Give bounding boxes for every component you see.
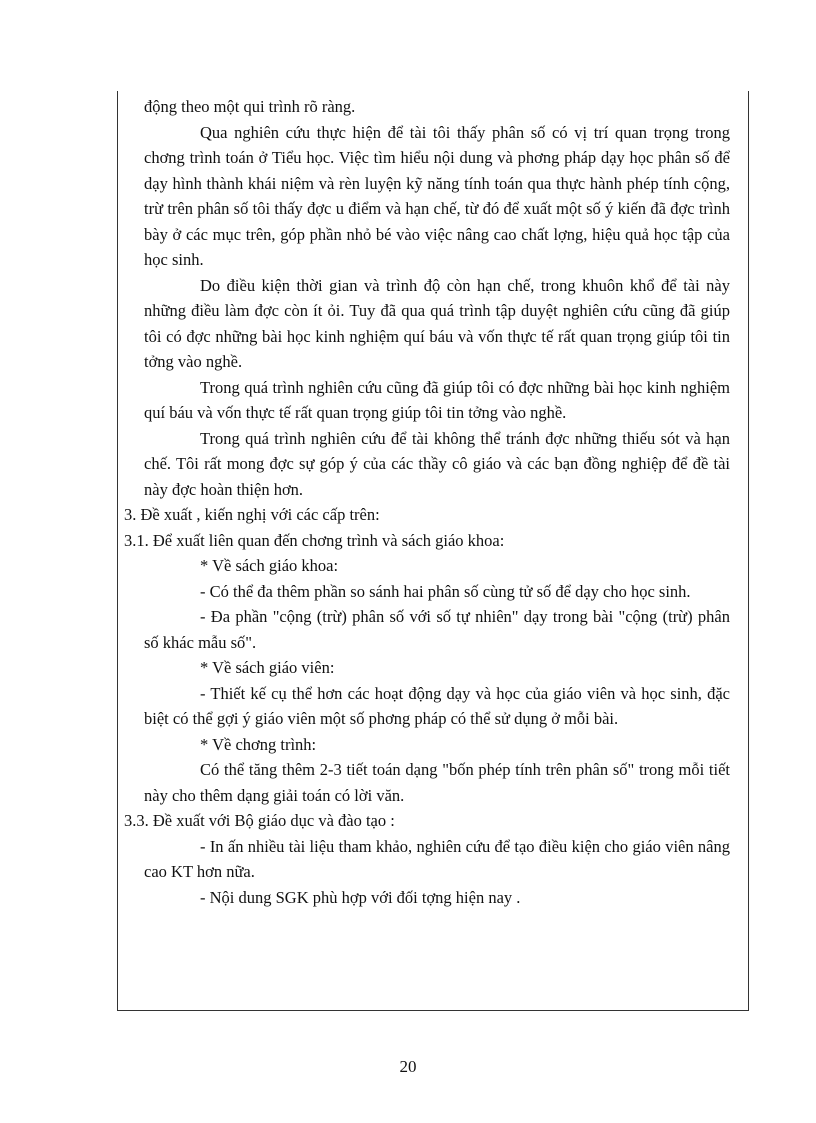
paragraph-limitations: Do điều kiện thời gian và trình độ còn hạn chế, trong khuôn khổ để tài này những điều làm đợc còn ít ỏi. Tuy đã qua quá trình tập duyệt nghiên cứu cũng đã giúp tôi có đợc những bài học kinh nghiệm quí báu và vốn thực tế rất quan trọng giúp tôi tin tởng vào nghề.: [144, 275, 730, 371]
page-number: 20: [399, 1057, 417, 1076]
section-heading-3-1: 3.1. Để xuất liên quan đến chơng trình và sách giáo khoa:: [124, 530, 505, 550]
subheading-textbook: * Về sách giáo khoa:: [200, 556, 339, 575]
subheading-curriculum: * Về chơng trình:: [200, 734, 317, 754]
paragraph-continuation: động theo một qui trình rõ ràng.: [144, 97, 356, 116]
list-item: - Nội dung SGK phù hợp với đối tợng hiện nay .: [200, 887, 521, 907]
list-item: - In ấn nhiều tài liệu tham khảo, nghiên cứu để tạo điều kiện cho giáo viên nâng cao KT hơn nữa.: [144, 836, 730, 881]
list-item: - Đa phần "cộng (trừ) phân số với số tự nhiên" dạy trong bài "cộng (trừ) phân số khác mẫu số".: [144, 607, 730, 652]
paragraph-experience: Trong quá trình nghiên cứu cũng đã giúp tôi có đợc những bài học kinh nghiệm quí báu và vốn thực tế rất quan trọng giúp tôi tin tởng vào nghề.: [144, 377, 730, 422]
list-item: - Có thể đa thêm phần so sánh hai phân số cùng tử số để dạy cho học sinh.: [200, 581, 691, 601]
paragraph-curriculum: Có thể tăng thêm 2-3 tiết toán dạng "bốn phép tính trên phân số" trong mỗi tiết này cho thêm dạng giải toán có lời văn.: [144, 760, 730, 805]
subheading-teacher-book: * Về sách giáo viên:: [200, 658, 335, 677]
section-heading-3: 3. Đề xuất , kiến nghị với các cấp trên:: [124, 505, 380, 524]
paragraph-research-summary: Qua nghiên cứu thực hiện để tài tôi thấy phân số có vị trí quan trọng trong chơng trình toán ở Tiểu học. Việc tìm hiểu nội dung và phơng pháp dạy học phân số để dạy hình thành khái niệm và rèn luyện kỹ năng tính toán qua thực hành phép tính cộng, trừ trên phân số tôi thấy đợc u điểm và hạn chế, từ đó để xuất một số ý kiến đã đợc trình bày ở các mục trên, góp phần nhỏ bé vào việc nâng cao chất lợng, hiệu quả học tập của học sinh.: [144, 122, 730, 269]
list-item: - Thiết kế cụ thể hơn các hoạt động dạy và học của giáo viên và học sinh, đặc biệt có thể gợi ý giáo viên một số phơng pháp có thể sử dụng ở mỗi bài.: [144, 683, 730, 728]
paragraph-request-feedback: Trong quá trình nghiên cứu để tài không thể tránh đợc những thiếu sót và hạn chế. Tôi rất mong đợc sự góp ý của các thầy cô giáo và các bạn đồng nghiệp để đề tài này đợc hoàn thiện hơn.: [144, 428, 730, 499]
document-body: [124, 94, 730, 910]
section-heading-3-3: 3.3. Đề xuất với Bộ giáo dục và đào tạo :: [124, 811, 395, 830]
